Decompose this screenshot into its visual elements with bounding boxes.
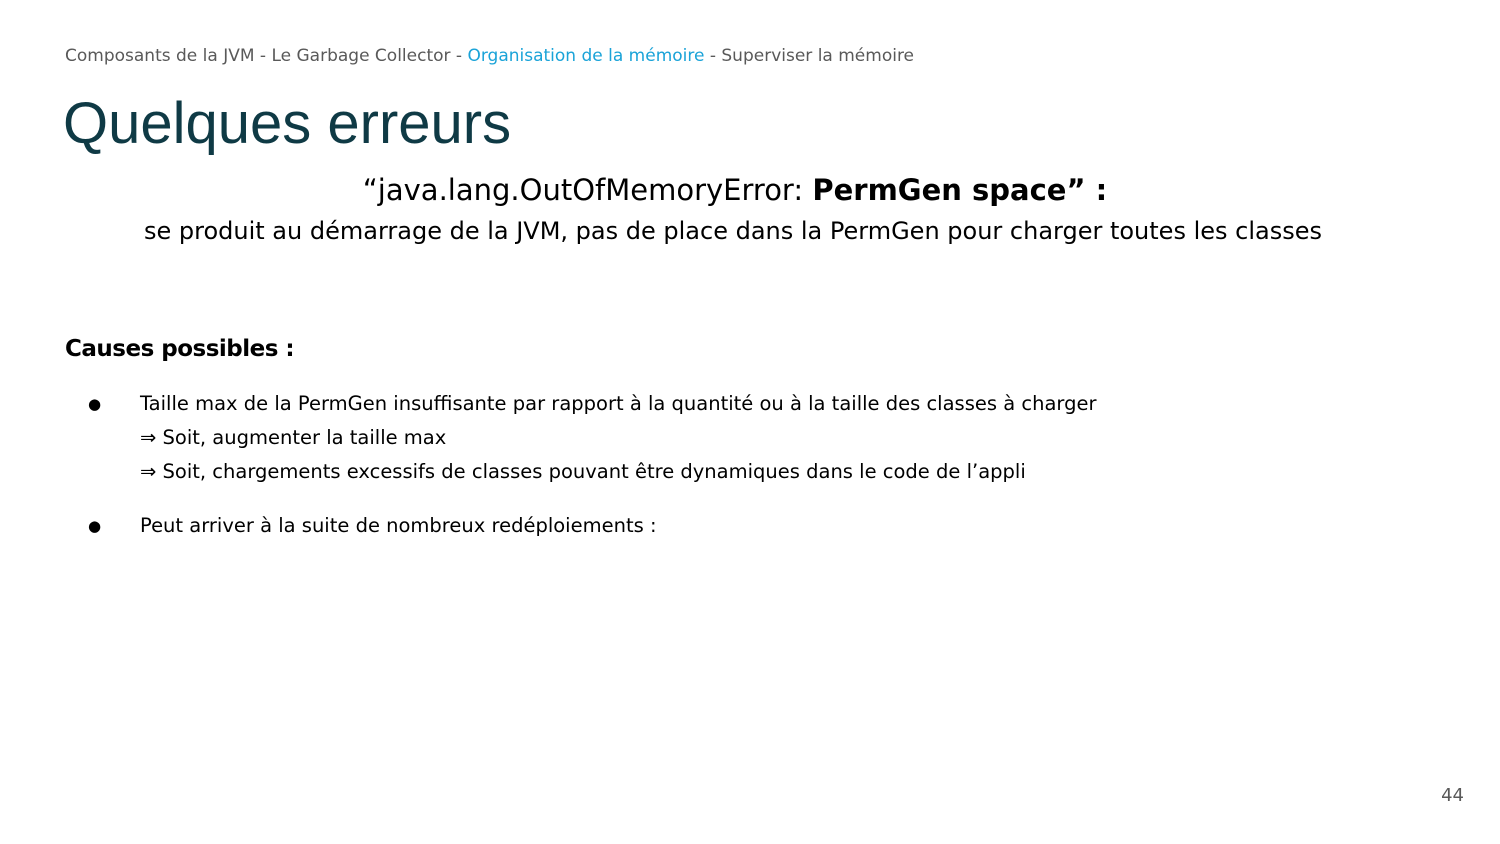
causes-list	[0, 387, 1096, 543]
list-subitem: ⇒ Soit, chargements excessifs de classes pouvant être dynamiques dans le code de l’appli	[140, 460, 1026, 483]
slide-title: Quelques erreurs	[63, 91, 512, 156]
list-item-text: Peut arriver à la suite de nombreux redéploiements :	[140, 514, 657, 537]
error-message-prefix: “java.lang.OutOfMemoryError:	[362, 173, 813, 207]
list-item	[0, 387, 1096, 489]
breadcrumb-active-section: Organisation de la mémoire	[467, 46, 705, 66]
list-item-text: Taille max de la PermGen insuffisante par rapport à la quantité ou à la taille des classes à charger	[140, 392, 1097, 415]
page-number: 44	[1441, 785, 1464, 806]
error-message-bold: PermGen space” :	[812, 173, 1108, 207]
breadcrumb-suffix: - Superviser la mémoire	[704, 46, 915, 66]
error-description: se produit au démarrage de la JVM, pas de place dans la PermGen pour charger toutes les classes	[144, 217, 1322, 245]
breadcrumb-prefix: Composants de la JVM - Le Garbage Collector -	[65, 46, 468, 66]
bullet-icon: ●	[88, 517, 102, 535]
breadcrumb	[65, 46, 914, 66]
error-message	[0, 170, 1470, 210]
list-item	[0, 509, 1096, 543]
bullet-icon: ●	[88, 395, 102, 413]
list-subitem: ⇒ Soit, augmenter la taille max	[140, 426, 447, 449]
causes-heading: Causes possibles :	[65, 336, 295, 362]
